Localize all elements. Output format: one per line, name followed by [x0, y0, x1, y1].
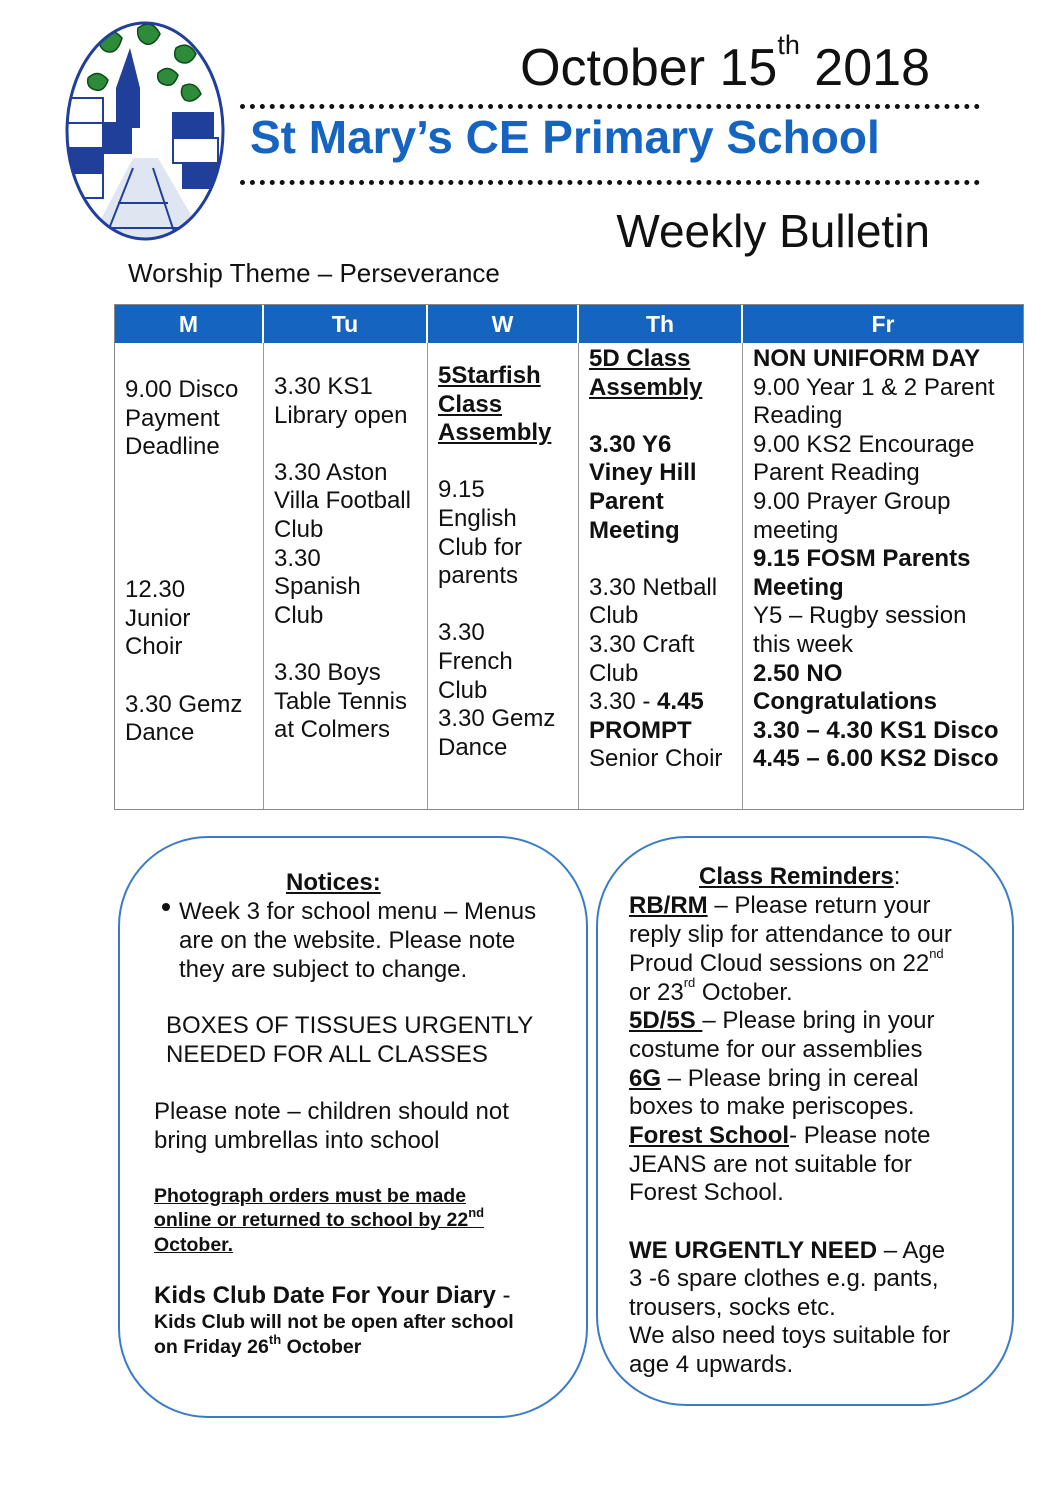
list-item: Table Tennis — [274, 687, 407, 715]
notice-menu-line: they are subject to change. — [179, 956, 468, 983]
list-item: 3.30 Y6 — [589, 430, 672, 458]
list-item: 4.45 – 6.00 KS2 Disco — [753, 745, 999, 773]
list-item: Assembly — [438, 419, 552, 447]
reminder-5d-line: costume for our assemblies — [629, 1036, 923, 1063]
list-item: Spanish — [274, 573, 361, 601]
list-item: at Colmers — [274, 716, 391, 744]
list-item: Deadline — [125, 433, 220, 461]
notice-menu-line: are on the website. Please note — [179, 927, 516, 954]
header-tuesday: Tu — [264, 305, 428, 343]
list-item: Reading — [753, 402, 843, 430]
reminder-need-line: 3 -6 spare clothes e.g. pants, — [629, 1265, 939, 1292]
worship-theme: Worship Theme – Perseverance — [128, 258, 500, 288]
list-item: Library open — [274, 401, 408, 429]
notice-umbrella-line: bring umbrellas into school — [154, 1127, 440, 1154]
bullet-icon — [162, 903, 170, 911]
bulletin-date: October 15th 2018 — [520, 30, 930, 97]
list-item: Parent — [589, 487, 664, 515]
list-item: Meeting — [753, 573, 844, 601]
reminder-forest-line: Forest School- Please note — [629, 1122, 931, 1149]
reminder-6g-line: boxes to make periscopes. — [629, 1093, 915, 1120]
notice-menu-line: Week 3 for school menu – Menus — [179, 898, 537, 925]
list-item: Junior — [125, 604, 191, 632]
list-item: 3.30 — [438, 619, 485, 647]
list-item: 3.30 Boys — [274, 658, 381, 686]
friday-cell — [743, 343, 1023, 809]
header-monday: M — [115, 305, 264, 343]
tuesday-cell — [264, 343, 428, 809]
list-item: Club — [274, 601, 324, 629]
list-item: NON UNIFORM DAY — [753, 345, 981, 372]
list-item: Payment — [125, 404, 220, 432]
thursday-cell — [579, 343, 743, 809]
dotted-divider-top — [240, 104, 980, 109]
notices-title: Notices: — [286, 869, 381, 896]
list-item: Club — [589, 602, 639, 630]
header-thursday: Th — [579, 305, 743, 343]
list-item: this week — [753, 630, 854, 658]
list-item: Club — [438, 676, 488, 704]
list-item: 9.15 — [438, 476, 485, 504]
school-crest-icon — [58, 18, 228, 244]
notice-photo-line: online or returned to school by 22nd — [154, 1205, 485, 1231]
date-suffix: th — [777, 30, 800, 60]
reminders-title: Class Reminders: — [699, 863, 901, 890]
reminder-need-line: trousers, socks etc. — [629, 1294, 836, 1321]
list-item: Parent Reading — [753, 459, 920, 487]
list-item: PROMPT — [589, 716, 692, 744]
list-item: English — [438, 504, 517, 532]
list-item: 3.30 Netball — [589, 573, 718, 601]
header-friday: Fr — [871, 310, 895, 337]
list-item: 9.15 FOSM Parents — [753, 545, 971, 573]
notice-photo-line: October. — [154, 1234, 234, 1256]
list-item: Dance — [438, 733, 508, 761]
notice-umbrella-line: Please note – children should not — [154, 1098, 509, 1125]
list-item: Y5 – Rugby session — [753, 602, 967, 630]
list-item: Club for — [438, 533, 523, 561]
reminder-rb-line: or 23rd October. — [629, 975, 793, 1006]
list-item: Senior Choir — [589, 745, 723, 773]
list-item: 9.00 Prayer Group — [753, 487, 951, 515]
reminder-need-line: age 4 upwards. — [629, 1351, 794, 1378]
list-item: 3.30 Aston — [274, 458, 388, 486]
list-item: Choir — [125, 633, 183, 661]
school-name: St Mary’s CE Primary School — [250, 111, 880, 163]
list-item: French — [438, 647, 513, 675]
list-item: parents — [438, 562, 519, 590]
timetable-header-row — [115, 305, 1023, 343]
bulletin-title: Weekly Bulletin — [616, 205, 930, 257]
timetable-body-row — [115, 343, 1023, 809]
notice-tissues-line: BOXES OF TISSUES URGENTLY — [166, 1012, 534, 1039]
notice-tissues-line: NEEDED FOR ALL CLASSES — [166, 1041, 488, 1068]
list-item: 9.00 Disco — [125, 376, 239, 403]
list-item: Viney Hill — [589, 459, 697, 487]
reminder-need-line: We also need toys suitable for — [629, 1322, 951, 1349]
list-item: Class — [438, 390, 503, 418]
kids-club-heading: Kids Club Date For Your Diary - — [154, 1282, 511, 1309]
list-item: 3.30 Gemz — [125, 690, 243, 718]
list-item: 12.30 — [125, 576, 186, 604]
list-item: Club — [274, 515, 324, 543]
list-item: Congratulations — [753, 688, 937, 716]
notice-photo-line: Photograph orders must be made — [154, 1185, 467, 1207]
kids-club-line: on Friday 26th October — [154, 1332, 362, 1358]
list-item: 5D Class — [589, 345, 691, 372]
list-item: 2.50 NO — [753, 659, 843, 687]
list-item: 3.30 - 4.45 — [589, 688, 704, 716]
list-item: Dance — [125, 719, 195, 747]
list-item: 3.30 Craft — [589, 630, 695, 658]
weekly-timetable — [114, 304, 1024, 810]
list-item: 3.30 — [274, 544, 321, 572]
reminder-forest-line: Forest School. — [629, 1179, 784, 1206]
kids-club-line: Kids Club will not be open after school — [154, 1311, 514, 1333]
reminder-5d-line: 5D/5S – Please bring in your — [629, 1007, 935, 1034]
reminder-6g-line: 6G – Please bring in cereal — [629, 1065, 919, 1092]
wednesday-cell — [428, 343, 579, 809]
reminder-forest-line: JEANS are not suitable for — [629, 1151, 912, 1178]
list-item: 9.00 Year 1 & 2 Parent — [753, 373, 995, 401]
list-item: meeting — [753, 516, 839, 544]
school-crest-logo — [58, 18, 228, 244]
reminder-need-line: WE URGENTLY NEED – Age — [629, 1237, 946, 1264]
list-item: 3.30 Gemz — [438, 705, 556, 733]
list-item: 3.30 KS1 — [274, 373, 373, 400]
reminder-rb-line: RB/RM – Please return your — [629, 892, 931, 919]
list-item: Meeting — [589, 516, 680, 544]
dotted-divider-bottom — [240, 180, 980, 185]
list-item: Club — [589, 659, 639, 687]
reminder-rb-line: Proud Cloud sessions on 22nd — [629, 946, 944, 977]
header-wednesday: W — [428, 305, 579, 343]
list-item: 3.30 – 4.30 KS1 Disco — [753, 716, 999, 744]
list-item: Assembly — [589, 373, 703, 401]
list-item: 9.00 KS2 Encourage — [753, 430, 975, 458]
monday-cell — [115, 343, 264, 809]
list-item: Villa Football — [274, 487, 411, 515]
reminder-rb-line: reply slip for attendance to our — [629, 921, 952, 948]
list-item: 5Starfish — [438, 362, 541, 389]
